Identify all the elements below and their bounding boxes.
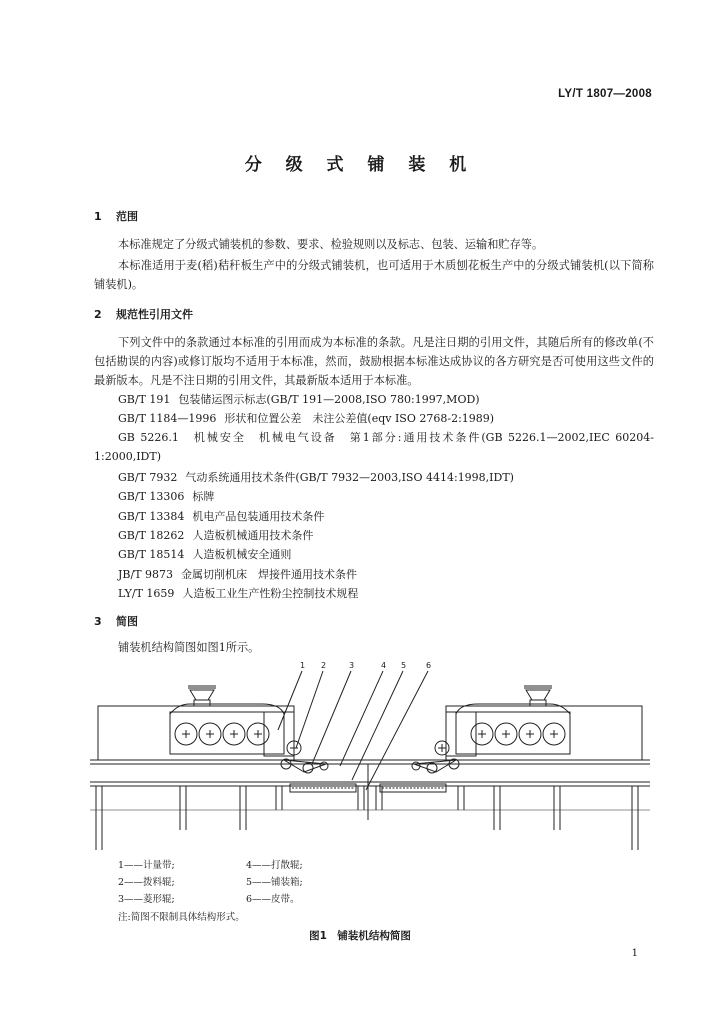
callout-4: 4: [381, 661, 387, 670]
reference-item: [118, 527, 313, 543]
figure-caption: 图1 铺装机结构简图: [309, 930, 411, 942]
section-3-heading: [94, 613, 138, 629]
reference-item: [118, 488, 214, 504]
reference-code: GB/T 191: [118, 393, 171, 406]
reference-name: 金属切削机床 焊接件通用技术条件: [181, 568, 358, 581]
reference-item: [118, 410, 494, 426]
section-number: 1: [94, 210, 102, 223]
standard-code: LY/T 1807—2008: [558, 88, 652, 100]
reference-name: 形状和位置公差 未注公差值(eqv ISO 2768-2:1989): [224, 412, 495, 425]
section-2-heading: [94, 306, 193, 322]
callout-5: 5: [401, 661, 407, 670]
reference-name: 人造板机械通用技术条件: [192, 529, 314, 542]
reference-code: LY/T 1659: [118, 587, 175, 600]
legend-item: 1——计量带;: [118, 860, 175, 871]
reference-item: [118, 546, 291, 562]
callout-6: 6: [426, 661, 432, 670]
section-1-paragraph-2: 本标准适用于麦(稻)秸秆板生产中的分级式铺装机，也可适用于木质刨花板生产中的分级式铺装机(以下简称铺装机)。: [94, 259, 654, 291]
callout-3: 3: [349, 661, 355, 670]
section-number: 3: [94, 615, 102, 628]
reference-name: 气动系统通用技术条件(GB/T 7932—2003,ISO 4414:1998,IDT): [185, 471, 514, 484]
reference-code: GB/T 18262: [118, 529, 185, 542]
callout-1: 1: [300, 661, 306, 670]
legend-item: 3——菱形辊;: [118, 894, 175, 905]
reference-item: [118, 391, 480, 407]
reference-name: 标牌: [192, 490, 215, 503]
reference-code: GB/T 1184—1996: [118, 412, 217, 425]
spreader-structure-diagram: [90, 660, 650, 850]
reference-name: 机械安全 机械电气设备 第1部分:通用技术条件(GB 5226.1—2002,IEC 60204-1:2000,IDT): [94, 431, 655, 463]
reference-item: [118, 508, 324, 524]
section-1-heading: [94, 208, 138, 224]
section-1-paragraph-1: 本标准规定了分级式铺装机的参数、要求、检验规则以及标志、包装、运输和贮存等。: [118, 238, 544, 251]
section-3-paragraph: 铺装机结构简图如图1所示。: [118, 641, 260, 654]
reference-item: [94, 428, 654, 466]
reference-code: GB/T 18514: [118, 548, 185, 561]
section-title: 规范性引用文件: [116, 308, 193, 321]
legend-item: 6——皮带。: [246, 894, 300, 905]
reference-code: GB 5226.1: [118, 431, 179, 444]
reference-item: [118, 566, 357, 582]
document-title: 分 级 式 铺 装 机: [244, 155, 476, 175]
callout-2: 2: [321, 661, 327, 670]
reference-code: GB/T 13384: [118, 510, 185, 523]
reference-item: [118, 585, 358, 601]
reference-code: GB/T 7932: [118, 471, 178, 484]
reference-code: GB/T 13306: [118, 490, 185, 503]
section-title: 范围: [116, 210, 138, 223]
page-number: 1: [631, 948, 638, 959]
reference-name: 包装储运图示标志(GB/T 191—2008,ISO 780:1997,MOD): [178, 393, 480, 406]
reference-item: [118, 469, 514, 485]
section-title: 简图: [116, 615, 138, 628]
section-number: 2: [94, 308, 102, 321]
figure-note: 注:简图不限制具体结构形式。: [118, 912, 245, 923]
reference-name: 人造板机械安全通则: [192, 548, 292, 561]
legend-item: 5——铺装箱;: [246, 877, 303, 888]
reference-code: JB/T 9873: [118, 568, 174, 581]
section-2-intro: 下列文件中的条款通过本标准的引用而成为本标准的条款。凡是注日期的引用文件，其随后所有的修改单(不包括勘误的内容)或修订版均不适用于本标准，然而，鼓励根据本标准达成协议的各方研究是否可使用这些文件的最新版本。凡是不注日期的引用文件，其最新版本适用于本标准。: [94, 336, 654, 387]
legend-item: 4——打散辊;: [246, 860, 303, 871]
legend-item: 2——拨料辊;: [118, 877, 175, 888]
reference-name: 机电产品包装通用技术条件: [192, 510, 325, 523]
reference-name: 人造板工业生产性粉尘控制技术规程: [182, 587, 359, 600]
